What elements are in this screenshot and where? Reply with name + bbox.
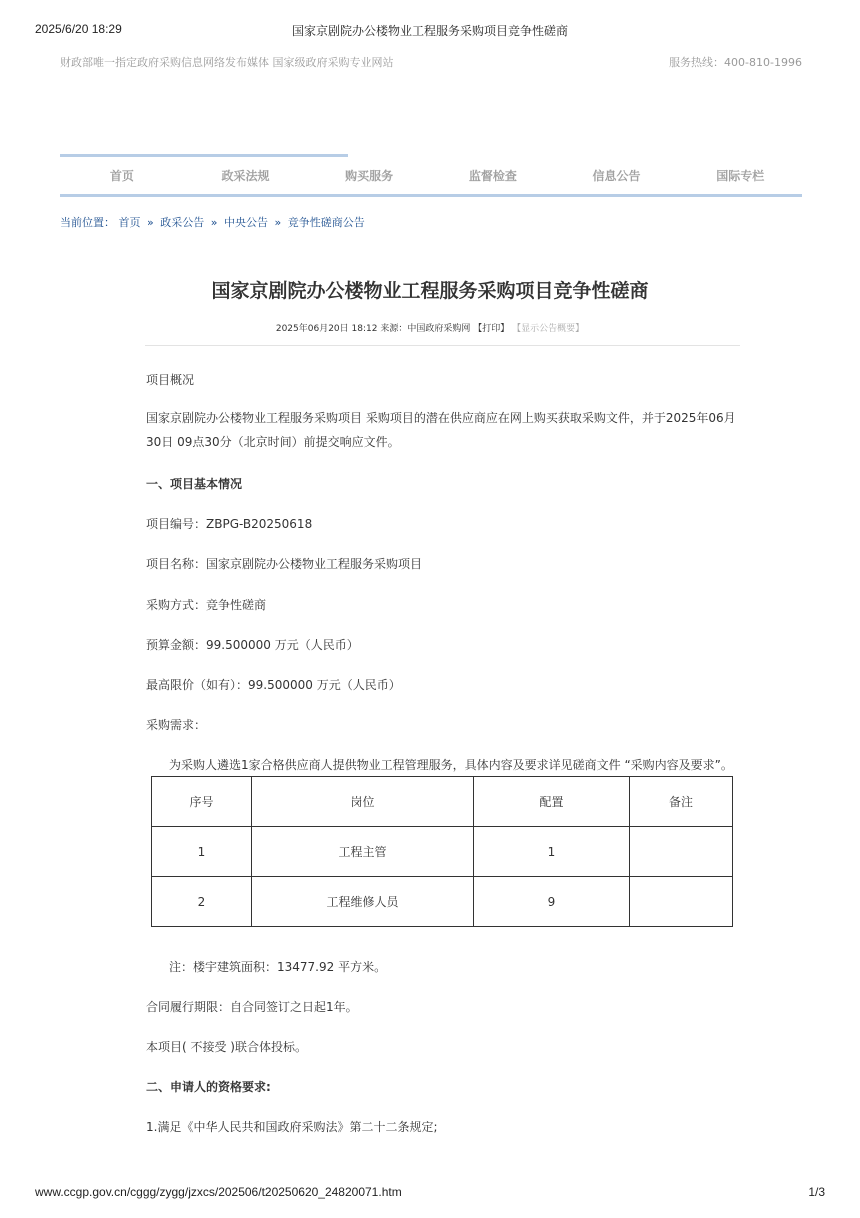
breadcrumb-item-central[interactable]: 中央公告 bbox=[223, 216, 268, 229]
breadcrumb-item-negotiation[interactable]: 竞争性磋商公告 bbox=[287, 216, 365, 229]
breadcrumb-item-announcements[interactable]: 政采公告 bbox=[160, 216, 205, 229]
nav-item-regulations[interactable]: 政采法规 bbox=[221, 169, 270, 183]
project-number: 项目编号：ZBPG-B20250618 bbox=[146, 517, 313, 531]
breadcrumb-prefix: 当前位置： bbox=[60, 216, 115, 229]
col-header-index: 序号 bbox=[152, 777, 252, 827]
col-header-remarks: 备注 bbox=[630, 777, 733, 827]
article-title: 国家京剧院办公楼物业工程服务采购项目竞争性磋商 bbox=[211, 280, 649, 302]
nav-item-announcements[interactable]: 信息公告 bbox=[592, 169, 641, 183]
cell-quantity: 9 bbox=[474, 877, 630, 927]
breadcrumb-separator: » bbox=[147, 216, 154, 229]
breadcrumb-separator: » bbox=[210, 216, 218, 229]
procurement-method: 采购方式：竞争性磋商 bbox=[146, 598, 267, 612]
source-name: 中国政府采购网 bbox=[407, 324, 471, 334]
cell-index: 1 bbox=[152, 827, 252, 877]
qualification-item-1: 1.满足《中华人民共和国政府采购法》第二十二条规定; bbox=[146, 1120, 438, 1134]
section2-heading: 二、申请人的资格要求: bbox=[146, 1080, 271, 1094]
table-header-row bbox=[152, 777, 733, 827]
service-hotline: 服务热线：400-810-1996 bbox=[669, 56, 802, 69]
print-link[interactable]: 【打印】 bbox=[473, 324, 510, 334]
site-slogan: 财政部唯一指定政府采购信息网络发布媒体 国家级政府采购专业网站 bbox=[60, 56, 394, 69]
print-footer-url: www.ccgp.gov.cn/cggg/zygg/jzxcs/202506/t20250620_24820071.htm bbox=[35, 1185, 402, 1199]
section1-heading: 一、项目基本情况 bbox=[146, 477, 243, 491]
breadcrumb bbox=[60, 214, 365, 230]
title-divider bbox=[145, 345, 740, 346]
overview-heading: 项目概况 bbox=[146, 373, 195, 387]
max-price: 最高限价（如有）：99.500000 万元（人民币） bbox=[146, 678, 401, 692]
col-header-position: 岗位 bbox=[252, 777, 474, 827]
source-label: 来源： bbox=[380, 324, 408, 334]
cell-remarks bbox=[630, 877, 733, 927]
consortium-policy: 本项目( 不接受 )联合体投标。 bbox=[146, 1040, 307, 1054]
breadcrumb-item-home[interactable]: 首页 bbox=[118, 216, 141, 229]
nav-item-international[interactable]: 国际专栏 bbox=[716, 169, 765, 183]
publish-datetime: 2025年06月20日 18:12 bbox=[275, 324, 378, 334]
print-page-number: 1/3 bbox=[808, 1185, 825, 1199]
contract-period: 合同履行期限：自合同签订之日起1年。 bbox=[146, 1000, 358, 1014]
show-summary-link[interactable]: 【显示公告概要】 bbox=[512, 324, 585, 334]
nav-accent-bar bbox=[60, 154, 348, 157]
nav-item-home[interactable]: 首页 bbox=[109, 169, 134, 183]
budget-amount: 预算金额：99.500000 万元（人民币） bbox=[146, 638, 359, 652]
article-meta bbox=[0, 321, 860, 334]
nav-item-supervision[interactable]: 监督检查 bbox=[468, 169, 517, 183]
main-nav bbox=[60, 158, 802, 197]
table-row bbox=[152, 827, 733, 877]
area-note: 注：楼宇建筑面积：13477.92 平方米。 bbox=[169, 960, 387, 974]
requirement-label: 采购需求： bbox=[146, 718, 207, 732]
requirement-text: 为采购人遴选1家合格供应商人提供物业工程管理服务，具体内容及要求详见磋商文件 “采购内容及要求”。 bbox=[169, 758, 733, 772]
print-page-title: 国家京剧院办公楼物业工程服务采购项目竞争性磋商 bbox=[291, 24, 568, 38]
print-datetime: 2025/6/20 18:29 bbox=[35, 22, 122, 36]
nav-item-purchase-services[interactable]: 购买服务 bbox=[345, 169, 394, 183]
cell-remarks bbox=[630, 827, 733, 877]
cell-quantity: 1 bbox=[474, 827, 630, 877]
col-header-quantity: 配置 bbox=[474, 777, 630, 827]
table-row bbox=[152, 877, 733, 927]
cell-position: 工程主管 bbox=[252, 827, 474, 877]
breadcrumb-separator: » bbox=[274, 216, 282, 229]
project-name: 项目名称：国家京剧院办公楼物业工程服务采购项目 bbox=[146, 557, 423, 571]
cell-index: 2 bbox=[152, 877, 252, 927]
position-table bbox=[151, 776, 733, 927]
cell-position: 工程维修人员 bbox=[252, 877, 474, 927]
overview-text: 国家京剧院办公楼物业工程服务采购项目 采购项目的潜在供应商应在网上购买获取采购文件，并于2025年06月30日 09点30分（北京时间）前提交响应文件。 bbox=[146, 411, 736, 449]
